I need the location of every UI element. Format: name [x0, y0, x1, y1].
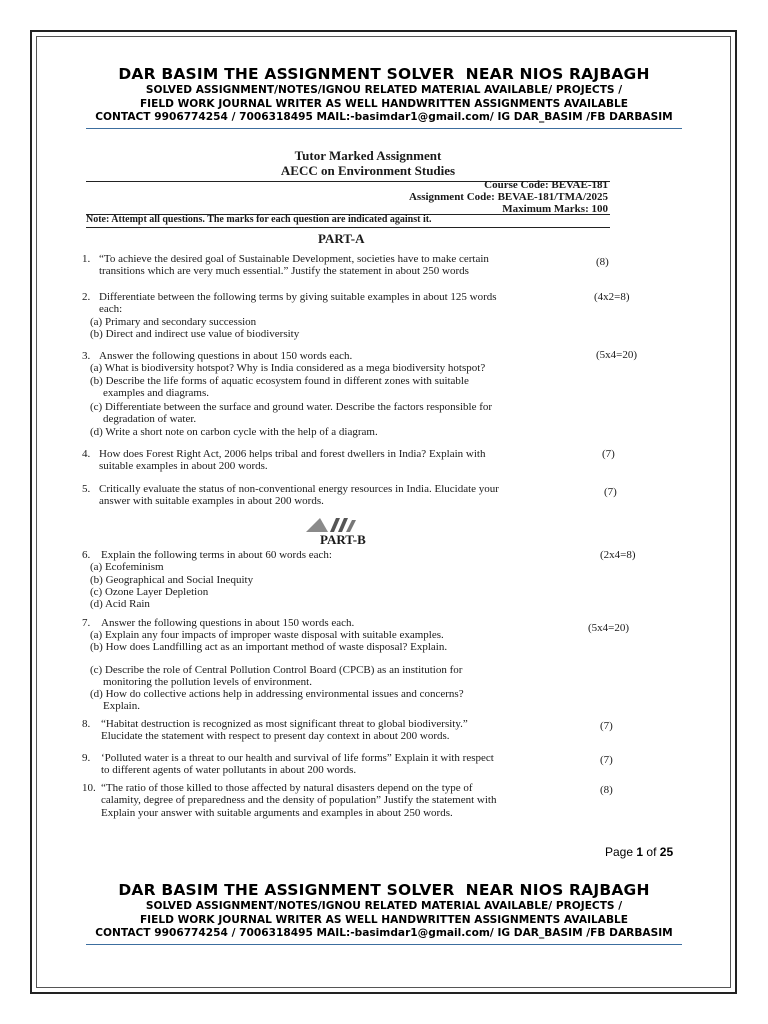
- footer-line-2: FIELD WORK JOURNAL WRITER AS WELL HANDWRITTEN ASSIGNMENTS AVAILABLE: [139, 913, 629, 926]
- page-current: 1: [636, 845, 644, 859]
- doc-subtitle: AECC on Environment Studies: [280, 163, 456, 178]
- question-number: 5.: [82, 483, 91, 495]
- sub-question-cont: monitoring the pollution levels of environment.: [103, 676, 312, 688]
- instruction-note: Note: Attempt all questions. The marks for each question are indicated against it.: [86, 214, 432, 225]
- sub-question-cont: degradation of water.: [103, 413, 197, 425]
- question-marks: (7): [602, 448, 615, 460]
- sub-question-cont: examples and diagrams.: [103, 387, 209, 399]
- sub-question: (b) Describe the life forms of aquatic ecosystem found in different zones with suitable: [90, 375, 469, 387]
- sub-question: (a) Ecofeminism: [90, 561, 164, 573]
- page-number: [605, 845, 673, 859]
- question-text: Answer the following questions in about 150 words each.: [99, 350, 353, 362]
- university-logo-icon: [306, 516, 362, 532]
- sub-question: (c) Describe the role of Central Pollution Control Board (CPCB) as an institution for: [90, 664, 463, 676]
- question-text: “Habitat destruction is recognized as most significant threat to global biodiversity.” Elucidate the statement with respect to present day context in about 200 words.: [101, 718, 468, 743]
- page-label: Page: [605, 845, 634, 859]
- max-marks: Maximum Marks: 100: [502, 203, 608, 215]
- question-number: 7.: [82, 617, 91, 629]
- sub-question-cont: Explain.: [103, 700, 140, 712]
- part-b-title: PART-B: [320, 532, 366, 547]
- question-number: 6.: [82, 549, 91, 561]
- question-text: Explain the following terms in about 60 words each:: [101, 549, 332, 561]
- question-number: 9.: [82, 752, 91, 764]
- question-number: 4.: [82, 448, 91, 460]
- question-marks: (4x2=8): [594, 291, 630, 303]
- page-total: 25: [659, 845, 674, 859]
- question-number: 1.: [82, 253, 91, 265]
- question-marks: (5x4=20): [588, 622, 630, 634]
- sub-question: (b) Direct and indirect use value of biodiversity: [90, 328, 300, 340]
- question-number: 3.: [82, 350, 91, 362]
- question-text: Critically evaluate the status of non-conventional energy resources in India. Elucidate your answer with suitable examples in about 200 words.: [99, 483, 499, 508]
- question-marks: (7): [604, 486, 617, 498]
- footer-banner: [40, 880, 728, 945]
- note-rule-bottom: [86, 227, 610, 228]
- question-marks: (7): [600, 754, 613, 766]
- sub-question: (c) Differentiate between the surface and ground water. Describe the factors responsible for: [90, 401, 493, 413]
- question-marks: (8): [600, 784, 613, 796]
- footer-contact: CONTACT 9906774254 / 7006318495 MAIL:-basimdar1@gmail.com/ IG DAR_BASIM /FB DARBASIM: [95, 927, 673, 939]
- question-text: “The ratio of those killed to those affected by natural disasters depend on the type of calamity, degree of preparedness and the density of population” Justify the statement with Explain your answer with suitable arguments and examples in about 250 words.: [101, 782, 497, 819]
- question-text: Answer the following questions in about 150 words each.: [101, 617, 355, 629]
- assignment-code: Assignment Code: BEVAE-181/TMA/2025: [408, 191, 608, 203]
- sub-question: (c) Ozone Layer Depletion: [90, 586, 209, 598]
- sub-question: (a) Explain any four impacts of improper waste disposal with suitable examples.: [90, 629, 444, 641]
- sub-question: (a) What is biodiversity hotspot? Why is India considered as a mega biodiversity hotspot?: [90, 362, 486, 374]
- header-title: DAR BASIM THE ASSIGNMENT SOLVER NEAR NIOS RAJBAGH: [118, 65, 650, 83]
- footer-title: DAR BASIM THE ASSIGNMENT SOLVER NEAR NIOS RAJBAGH: [118, 881, 650, 899]
- question-marks: (2x4=8): [600, 549, 636, 561]
- sub-question: (a) Primary and secondary succession: [90, 316, 257, 328]
- footer-line-1: SOLVED ASSIGNMENT/NOTES/IGNOU RELATED MATERIAL AVAILABLE/ PROJECTS /: [145, 900, 623, 912]
- sub-question: (d) How do collective actions help in addressing environmental issues and concerns?: [90, 688, 464, 700]
- question-text: ‘Polluted water is a threat to our health and survival of life forms” Explain it with respect to different agents of water pollutants in about 200 words.: [101, 752, 494, 777]
- question-number: 8.: [82, 718, 91, 730]
- course-code: Course Code: BEVAE-181: [484, 179, 608, 191]
- header-line-2: FIELD WORK JOURNAL WRITER AS WELL HANDWRITTEN ASSIGNMENTS AVAILABLE: [139, 97, 629, 110]
- question-text: “To achieve the desired goal of Sustainable Development, societies have to make certain transitions which are very much essential.” Justify the statement in about 250 words: [99, 253, 489, 278]
- doc-title: Tutor Marked Assignment: [294, 148, 442, 163]
- sub-question: (b) Geographical and Social Inequity: [90, 574, 254, 586]
- question-number: 2.: [82, 291, 91, 303]
- header-line-1: SOLVED ASSIGNMENT/NOTES/IGNOU RELATED MATERIAL AVAILABLE/ PROJECTS /: [145, 84, 623, 96]
- page-of: of: [646, 845, 657, 859]
- question-text: How does Forest Right Act, 2006 helps tribal and forest dwellers in India? Explain with suitable examples in about 200 words.: [99, 448, 486, 473]
- sub-question: (b) How does Landfilling act as an important method of waste disposal? Explain.: [90, 641, 448, 653]
- question-marks: (7): [600, 720, 613, 732]
- header-contact: CONTACT 9906774254 / 7006318495 MAIL:-basimdar1@gmail.com/ IG DAR_BASIM /FB DARBASIM: [95, 111, 673, 123]
- part-a-title: PART-A: [318, 231, 365, 246]
- footer-rule: [86, 944, 682, 945]
- question-marks: (5x4=20): [596, 349, 638, 361]
- question-text: Differentiate between the following terms by giving suitable examples in about 125 words each:: [99, 291, 497, 316]
- sub-question: (d) Write a short note on carbon cycle with the help of a diagram.: [90, 426, 378, 438]
- sub-question: (d) Acid Rain: [90, 598, 150, 610]
- question-marks: (8): [596, 256, 609, 268]
- question-number: 10.: [82, 782, 96, 794]
